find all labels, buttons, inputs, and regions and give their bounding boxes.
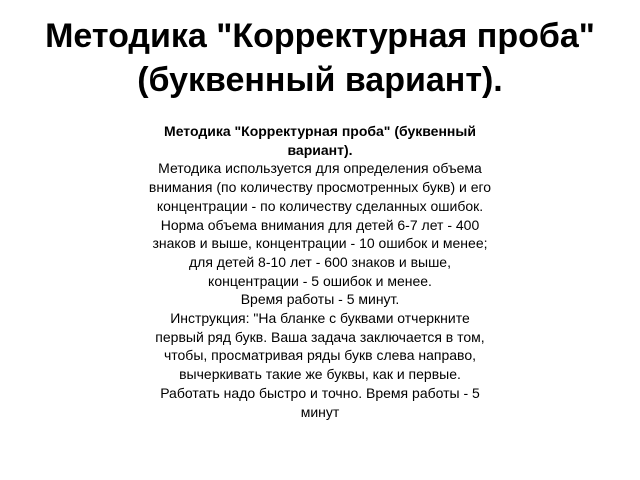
body-text-line: Работать надо быстро и точно. Время работы - 5 [160, 384, 480, 401]
body-text-line: вычеркивать такие же буквы, как и первые. [179, 366, 461, 383]
body-text-line: концентрации - 5 ошибок и менее. [208, 272, 432, 289]
body-heading-line: вариант). [287, 141, 353, 158]
slide-body-text [108, 122, 532, 421]
body-text-line: внимания (по количеству просмотренных букв) и его [148, 179, 492, 196]
body-text-line: концентрации - по количеству сделанных ошибок. [156, 197, 484, 214]
slide-title: Методика "Корректурная проба" (буквенный вариант). [45, 17, 595, 99]
body-text-line: первый ряд букв. Ваша задача заключается в том, [155, 328, 485, 345]
body-text-line: Инструкция: "На бланке с буквами отчеркните [170, 310, 470, 327]
body-text-line: знаков и выше, концентрации - 10 ошибок и менее; [152, 235, 488, 252]
body-text-line: Методика используется для определения объема [158, 160, 482, 177]
body-text-line: чтобы, просматривая ряды букв слева направо, [163, 347, 477, 364]
body-text-line: Норма объема внимания для детей 6-7 лет - 400 [160, 216, 480, 233]
body-text-line: минут [300, 403, 340, 420]
body-heading-line: Методика "Корректурная проба" (буквенный [164, 123, 476, 139]
body-text-line: для детей 8-10 лет - 600 знаков и выше, [188, 253, 451, 270]
body-text-line: Время работы - 5 минут. [240, 291, 400, 308]
